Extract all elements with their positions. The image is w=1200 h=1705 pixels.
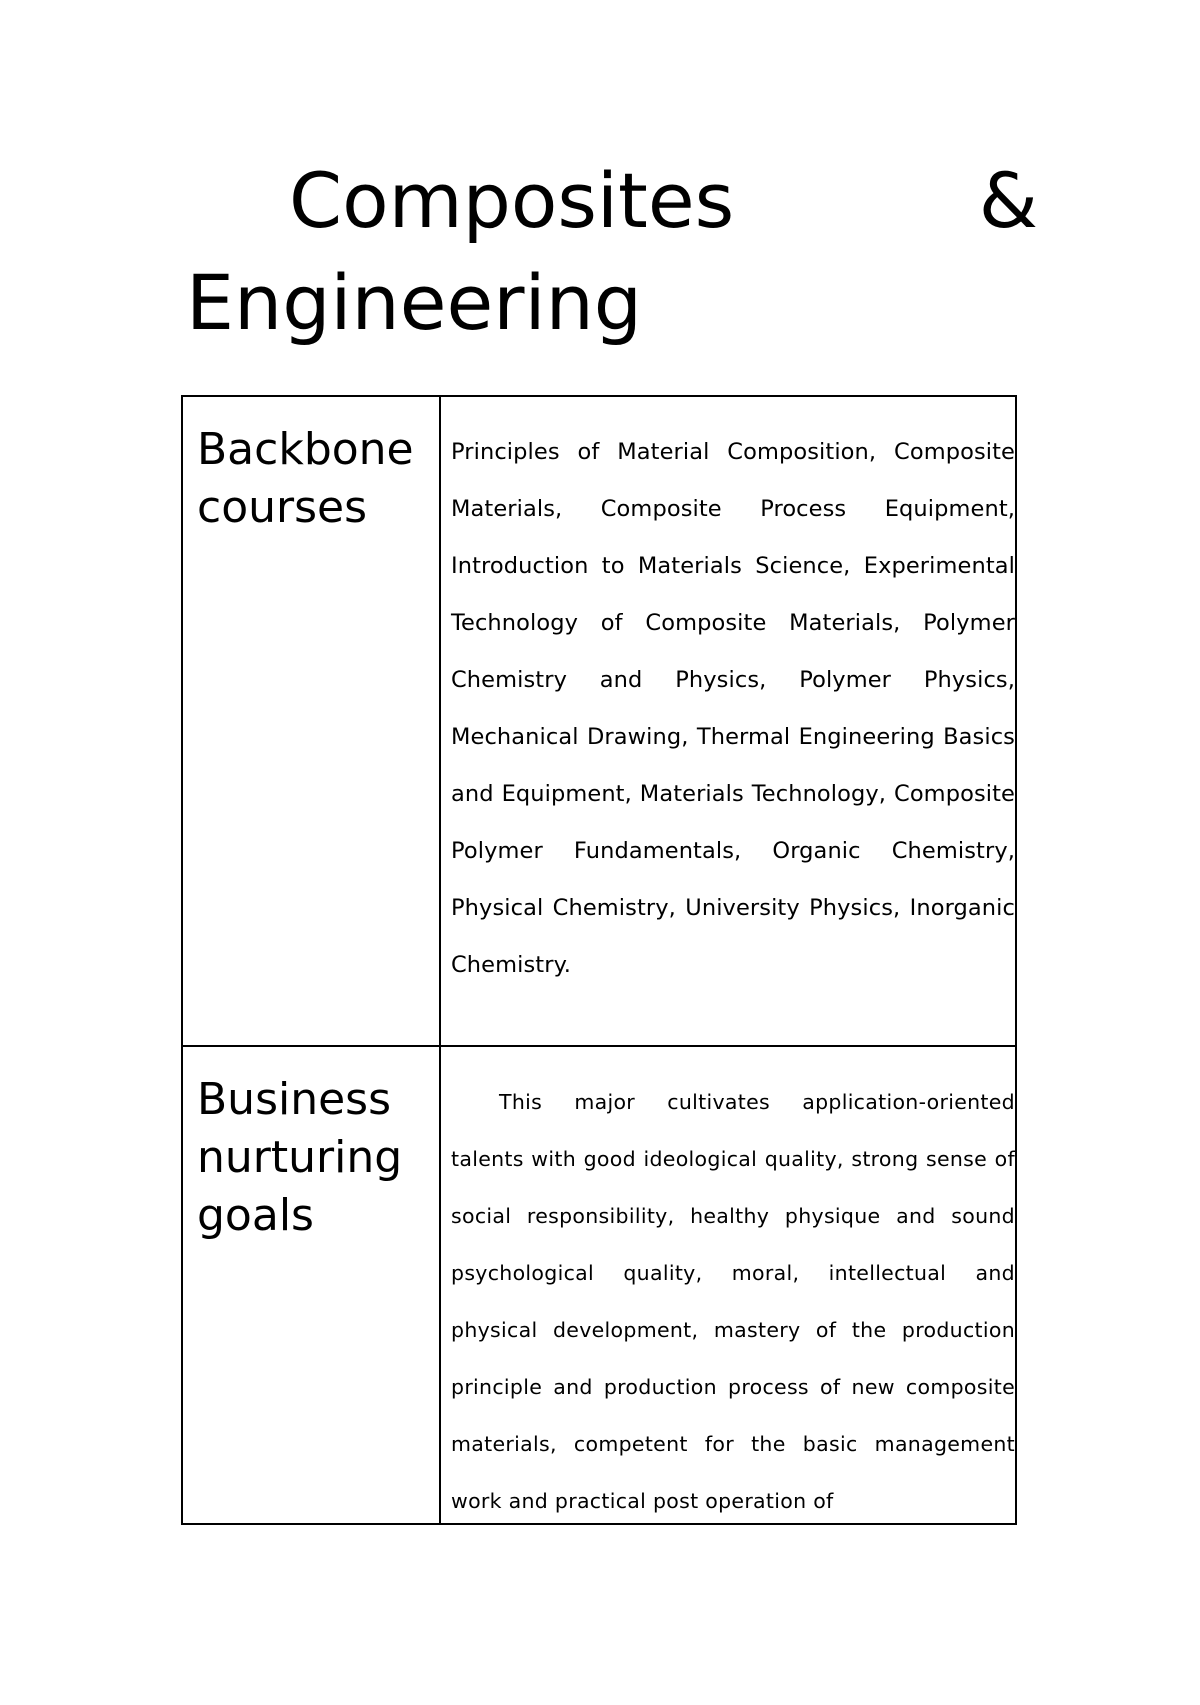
row-content-cell <box>441 397 1015 1045</box>
row-label-business-nurturing-goals: Business nurturing goals <box>197 1074 403 1241</box>
business-nurturing-goals-text: This major cultivates application-oriented talents with good ideological quality, strong sense of social responsibility, healthy physique and sound psychological quality, moral, intellectual and physical development, mastery of the production principle and production process of new composite materials, competent for the basic management work and practical post operation of <box>451 1090 1015 1513</box>
row-label-cell <box>183 397 441 1045</box>
backbone-courses-text: Principles of Material Composition, Composite Materials, Composite Process Equipment, Introduction to Materials Science, Experimental Technology of Composite Materials, Polymer Chemistry and Physics, Polymer Physics, Mechanical Drawing, Thermal Engineering Basics and Equipment, Materials Technology, Composite Polymer Fundamentals, Organic Chemistry, Physical Chemistry, University Physics, Inorganic Chemistry. <box>451 439 1015 978</box>
page-title: Composites & Engineering <box>186 156 1038 347</box>
table-row-backbone-courses <box>183 397 1015 1045</box>
row-label-backbone-courses: Backbone courses <box>197 424 414 533</box>
table-row-business-nurturing-goals <box>183 1045 1015 1523</box>
info-table <box>181 395 1017 1525</box>
row-label-cell <box>183 1047 441 1523</box>
row-content-cell <box>441 1047 1015 1523</box>
